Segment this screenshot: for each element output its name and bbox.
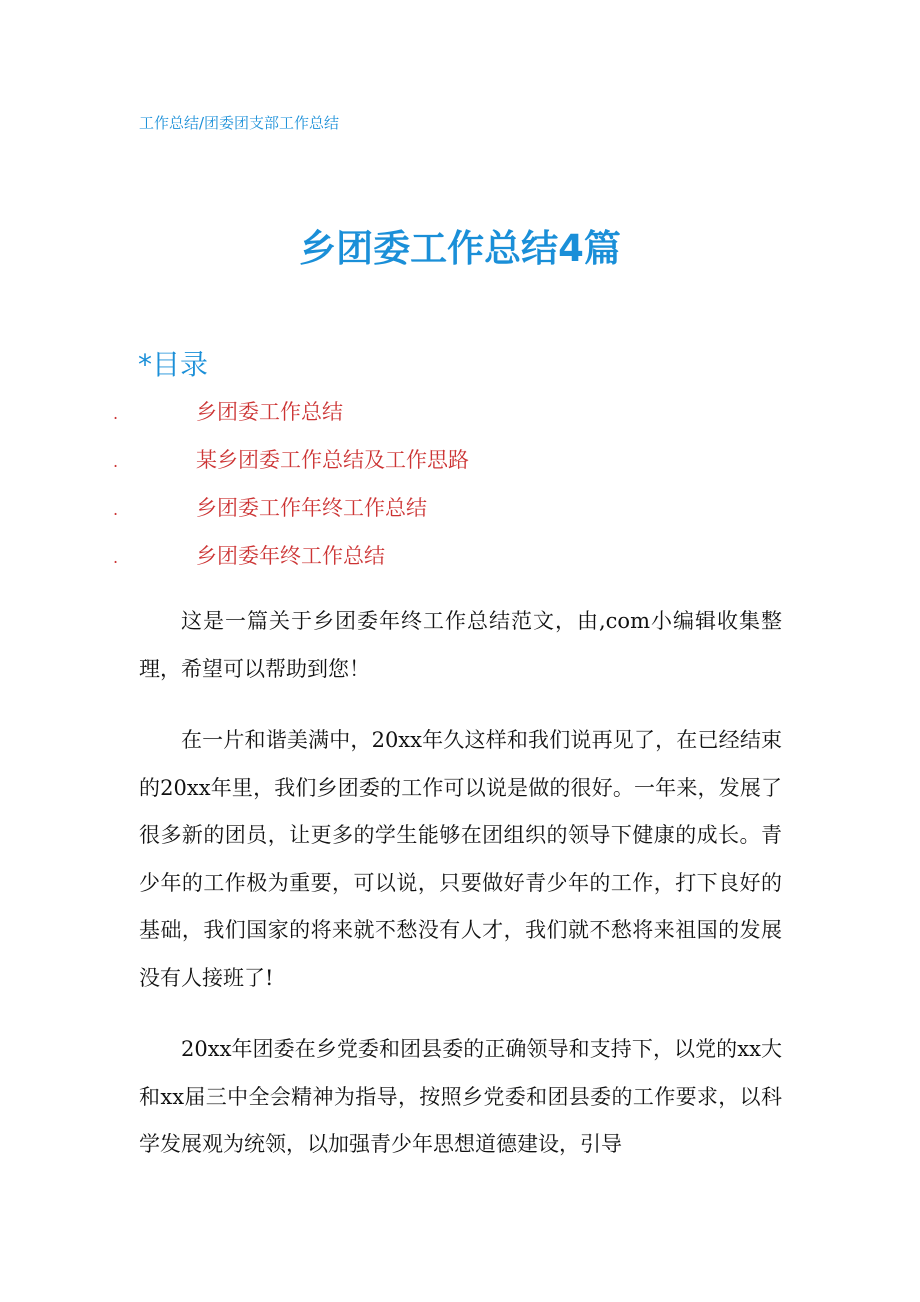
toc-item — [0, 536, 920, 584]
article-body — [139, 598, 782, 1193]
toc-item — [0, 440, 920, 488]
toc-heading: *目录 — [138, 348, 209, 381]
toc-link-4[interactable]: 乡团委年终工作总结 — [196, 544, 385, 568]
page-title: 乡团委工作总结4篇 — [299, 227, 621, 270]
toc-link-3[interactable]: 乡团委工作年终工作总结 — [196, 496, 427, 520]
toc-bullet: . — [113, 548, 119, 567]
toc-bullet: . — [113, 452, 119, 471]
body-paragraph: 在一片和谐美满中，20xx年久这样和我们说再见了，在已经结束的20xx年里，我们乡团委的工作可以说是做的很好。一年来，发展了很多新的团员，让更多的学生能够在团组织的领导下健康的成长。青少年的工作极为重要，可以说，只要做好青少年的工作，打下良好的基础，我们国家的将来就不愁没有人才，我们就不愁将来祖国的发展没有人接班了! — [139, 728, 782, 990]
toc-item — [0, 392, 920, 440]
toc-item — [0, 488, 920, 536]
intro-paragraph: 这是一篇关于乡团委年终工作总结范文，由,com小编辑收集整理，希望可以帮助到您！ — [139, 609, 782, 681]
toc-bullet: . — [113, 404, 119, 423]
breadcrumb[interactable]: 工作总结/团委团支部工作总结 — [139, 114, 340, 132]
toc-list — [0, 392, 920, 584]
body-paragraph: 20xx年团委在乡党委和团县委的正确领导和支持下，以党的xx大和xx届三中全会精神为指导，按照乡党委和团县委的工作要求，以科学发展观为统领，以加强青少年思想道德建设，引导 — [139, 1037, 782, 1156]
toc-link-1[interactable]: 乡团委工作总结 — [196, 400, 343, 424]
toc-link-2[interactable]: 某乡团委工作总结及工作思路 — [196, 448, 469, 472]
toc-bullet: . — [113, 500, 119, 519]
